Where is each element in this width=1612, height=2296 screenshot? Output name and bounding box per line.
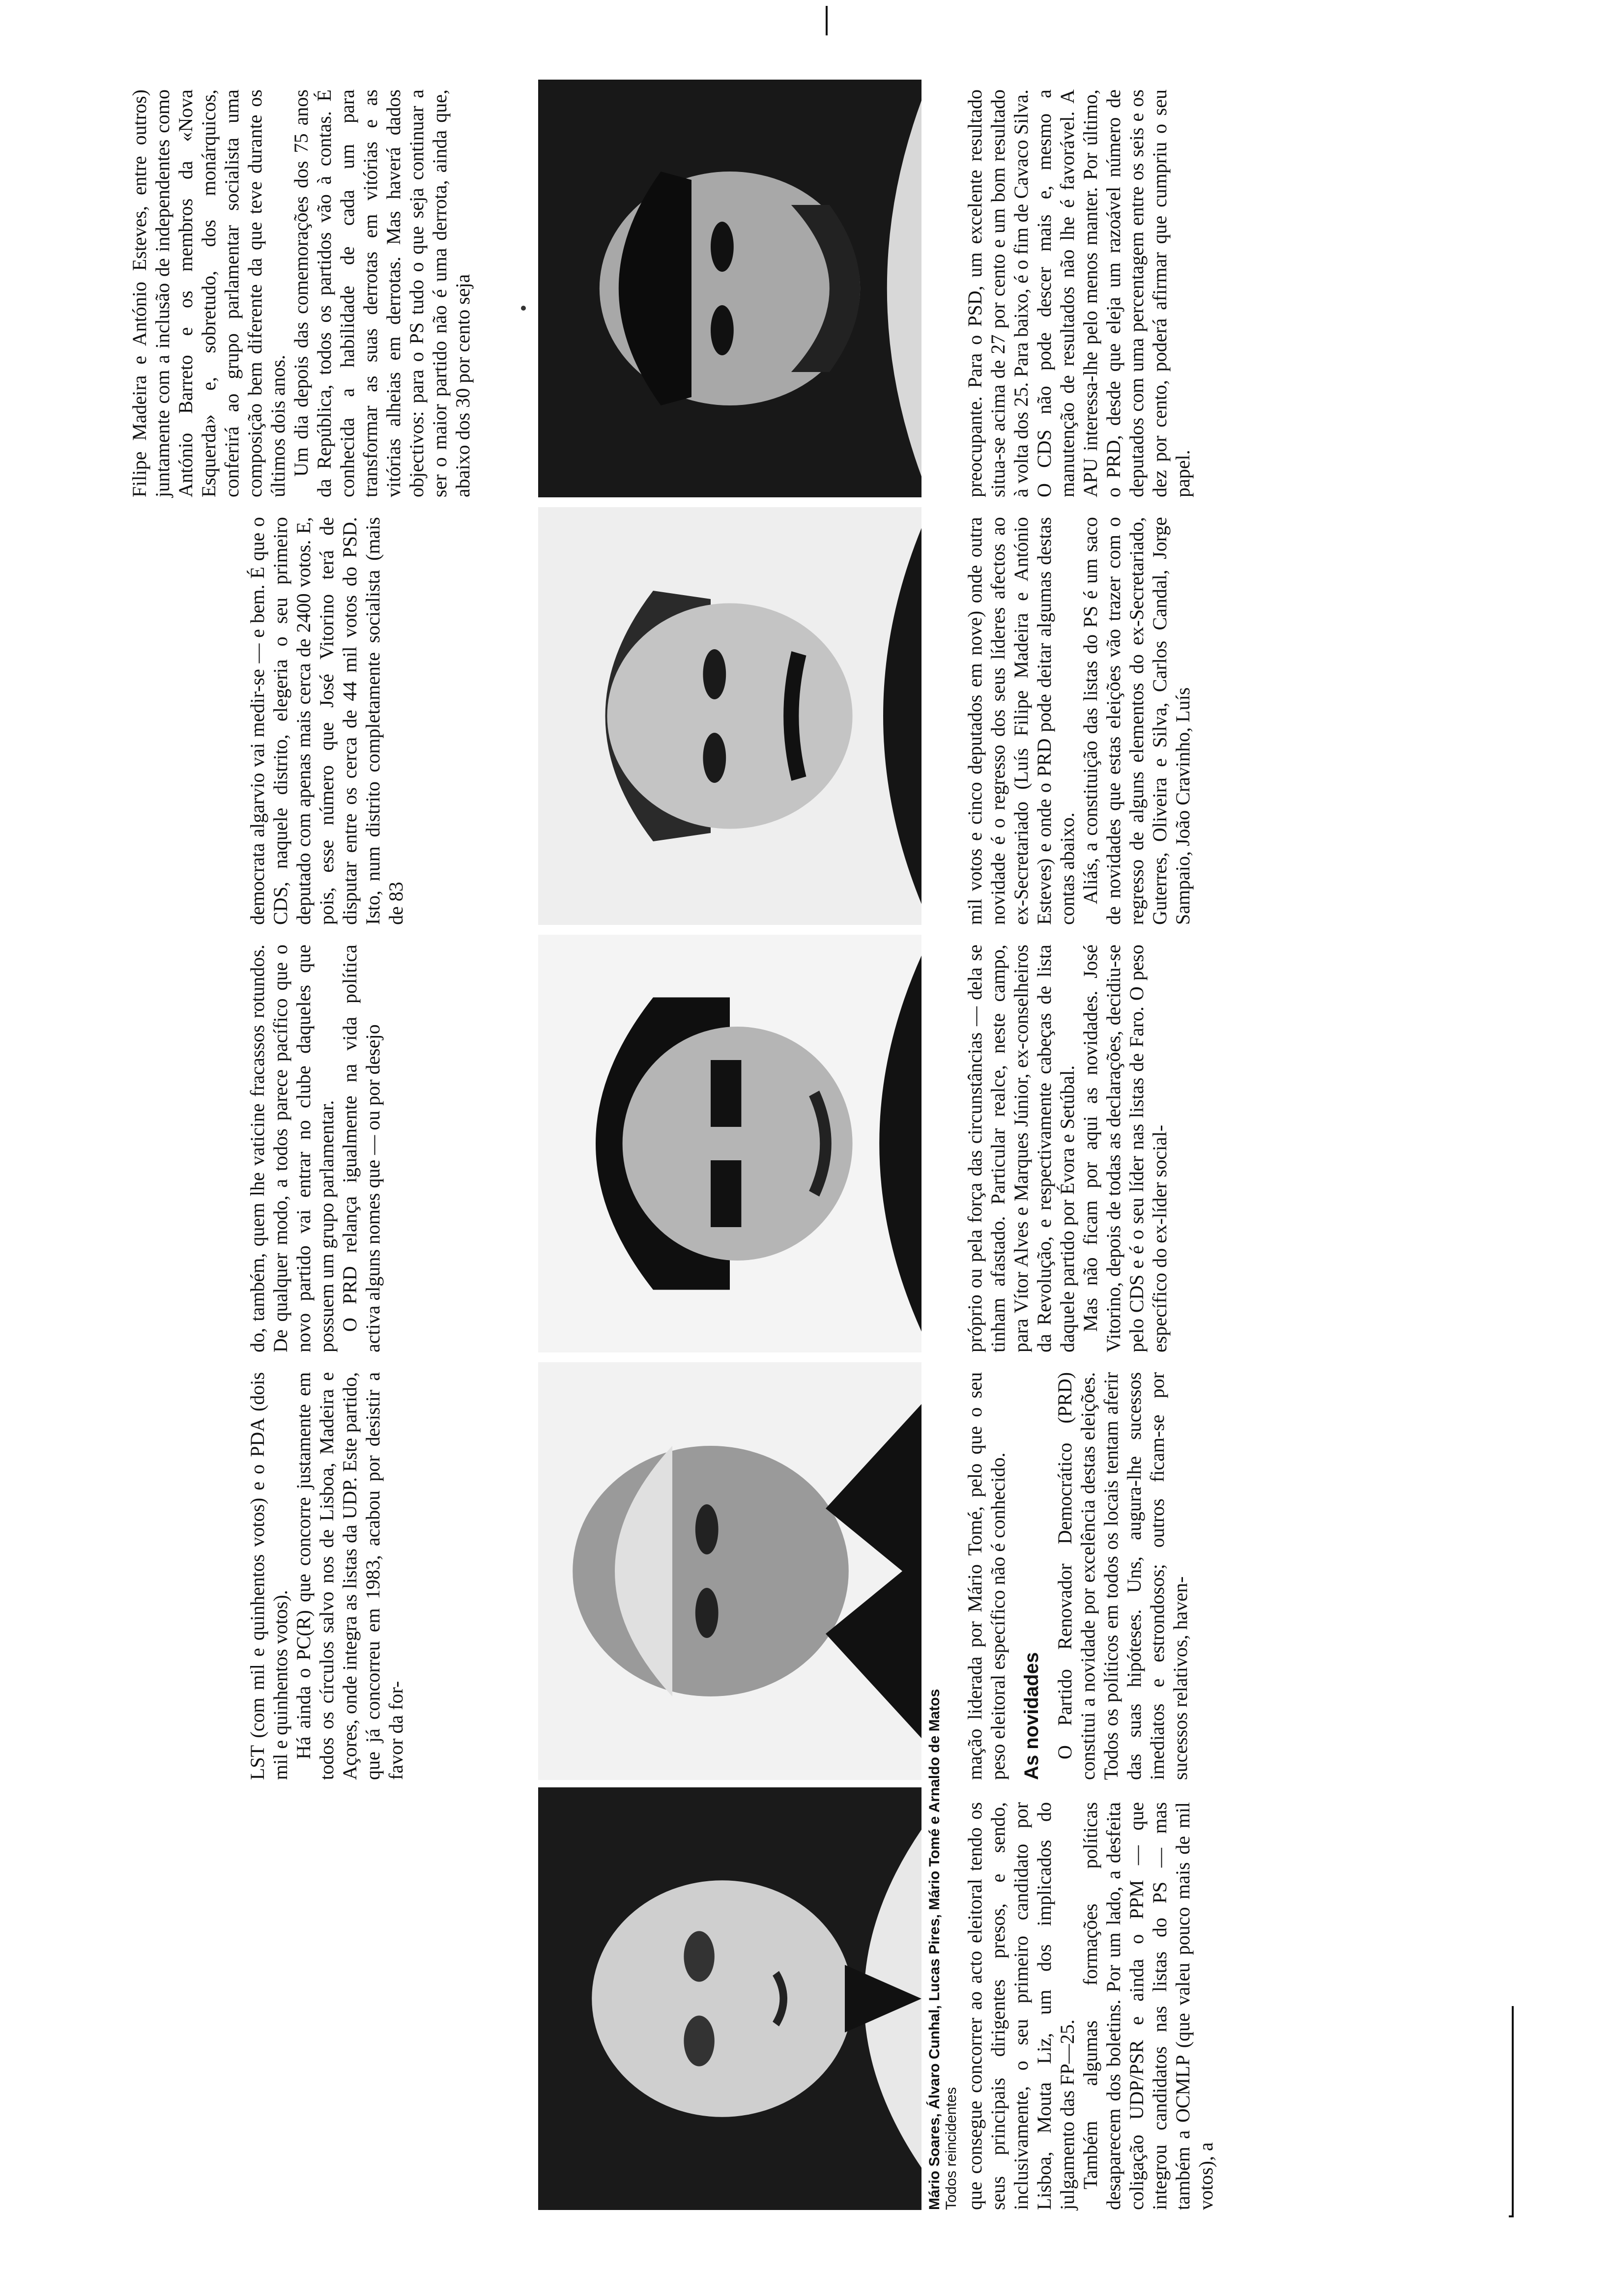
column-rule <box>1512 2006 1514 2217</box>
paragraph: do, também, quem lhe vaticine fracassos rotundos. De qualquer modo, a todos parece pacífico que o novo partido vai entrar no clube daqueles que possuem um grupo parlamentar. <box>246 945 338 1352</box>
paragraph: Um dia depois das comemorações dos 75 anos da República, todos os partidos vão à contas. É conhecida a habilidade de cada um para transformar as suas derrotas em vitórias e as vitórias alheias em derrotas. Mas haverá dados objectivos: para o PS tudo o que seja continuar a ser o maior partido não é uma derrota, ainda que, abaixo dos 30 por cento seja <box>290 89 474 497</box>
paragraph: LST (com mil e quinhentos votos) e o PDA (dois mil e quinhentos votos). <box>246 1372 291 1780</box>
paragraph: mil votos e cinco deputados em nove) onde outra novidade é o regresso dos seus líderes afectos ao ex-Secretariado (Luís Filipe Madeira e António Esteves) e onde o PRD pode deitar algumas destas contas abaixo. <box>964 517 1078 925</box>
article-column-4a <box>246 517 407 925</box>
paragraph: Filipe Madeira e António Esteves, entre outros) juntamente com a inclusão de independentes como António Barreto e os membros da «Nova Esquerda» e, sobretudo, dos monárquicos, conferirá ao grupo parlamentar socialista uma composição bem diferente da que teve durante os últimos dois anos. <box>128 89 289 497</box>
paragraph: democrata algarvio vai medir-se — e bem. É que o CDS, naquele distrito, elegeria o seu primeiro deputado com apenas mais cerca de 2400 votos. E, pois, esse número que José Vitorino terá de disputar entre os cerca de 44 mil votos do PSD. Isto, num distrito completamente socialista (mais de 83 <box>246 517 407 925</box>
article-column-3a <box>246 945 384 1352</box>
caption-names: Mário Soares, Álvaro Cunhal, Lucas Pires, Mário Tomé e Arnaldo de Matos <box>926 1689 943 2210</box>
article-column-5b <box>963 89 1194 497</box>
caption-subtitle: Todos reincidentes <box>943 2087 959 2210</box>
portrait-photo-1 <box>538 1787 921 2210</box>
paragraph: que consegue concorrer ao acto eleitoral tendo os seus principais dirigentes presos, e sendo, inclusivamente, o seu primeiro candidato por Lisboa, Mouta Liz, um dos implicados do julgamento das FP—25. <box>964 1802 1078 2210</box>
article-column-1 <box>963 1802 1217 2210</box>
paragraph: Há ainda o PC(R) que concorre justamente em todos os círculos salvo nos de Lisboa, Madeira e Açores, onde integra as listas da UDP. Este partido, que já concorreu em 1983, acabou por desistir a favor da for- <box>292 1372 407 1780</box>
section-heading: As novidades <box>1021 1652 1042 1780</box>
paragraph: preocupante. Para o PSD, um excelente resultado situa-se acima de 27 por cento e um bom resultado à volta dos 25. Para baixo, é o fim de Cavaco Silva. O CDS não pode descer mais e, mesmo a manutenção de resultados não lhe é favorável. A APU interessa-lhe pelo menos manter. Por último, o PRD, desde que eleja um razoável número de deputados com uma percentagem entre os seis e os dez por cento, poderá afirmar que cumpriu o seu papel. <box>964 89 1194 497</box>
article-column-4b <box>963 517 1194 925</box>
article-column-2a <box>246 1372 407 1780</box>
article-column-3b <box>963 945 1171 1352</box>
paragraph: mação liderada por Mário Tomé, pelo que o seu peso eleitoral específico não é conhecido. <box>964 1372 1009 1780</box>
print-speck <box>521 306 526 311</box>
paragraph: O PRD relança igualmente na vida política activa alguns nomes que — ou por desejo <box>339 945 384 1352</box>
portrait-photo-4 <box>538 507 921 925</box>
photo-caption <box>926 981 960 2210</box>
portrait-photo-5 <box>538 80 921 497</box>
portrait-photo-2 <box>538 1362 921 1780</box>
paragraph: O Partido Renovador Democrático (PRD) constitui a novidade por excelência destas eleições. Todos os políticos em todos os locais tentam aferir das suas hipóteses. Uns, augura-lhe sucessos imediatos e estrondosos; outros ficam-se por sucessos relativos, haven- <box>1054 1372 1191 1780</box>
article-column-5a <box>128 89 474 497</box>
article-column-2b <box>963 1372 1192 1780</box>
portrait-photo-3 <box>538 935 921 1352</box>
paragraph: Mas não ficam por aqui as novidades. José Vitorino, depois de todas as declarações, decidiu-se pelo CDS e é o seu líder nas listas de Faro. O peso específico do ex-líder social- <box>1079 945 1171 1352</box>
paragraph: Aliás, a constituição das listas do PS é um saco de novidades que estas eleições vão trazer com o regresso de alguns elementos do ex-Secretariado, Guterres, Oliveira e Silva, Carlos Candal, Jorge Sampaio, João Cravinho, Luís <box>1079 517 1194 925</box>
corner-mark <box>826 6 828 35</box>
paragraph: Também algumas formações políticas desaparecem dos boletins. Por um lado, a desfeita coligação UDP/PSR e ainda o PPM — que integrou candidatos nas listas do PS — mas também a OCMLP (que valeu pouco mais de mil votos), a <box>1079 1802 1217 2210</box>
paragraph: próprio ou pela força das circunstâncias — dela se tinham afastado. Particular realce, neste campo, para Vítor Alves e Marques Júnior, ex-conselheiros da Revolução, e respectivamente cabeças de lista daquele partido por Évora e Setúbal. <box>964 945 1078 1352</box>
